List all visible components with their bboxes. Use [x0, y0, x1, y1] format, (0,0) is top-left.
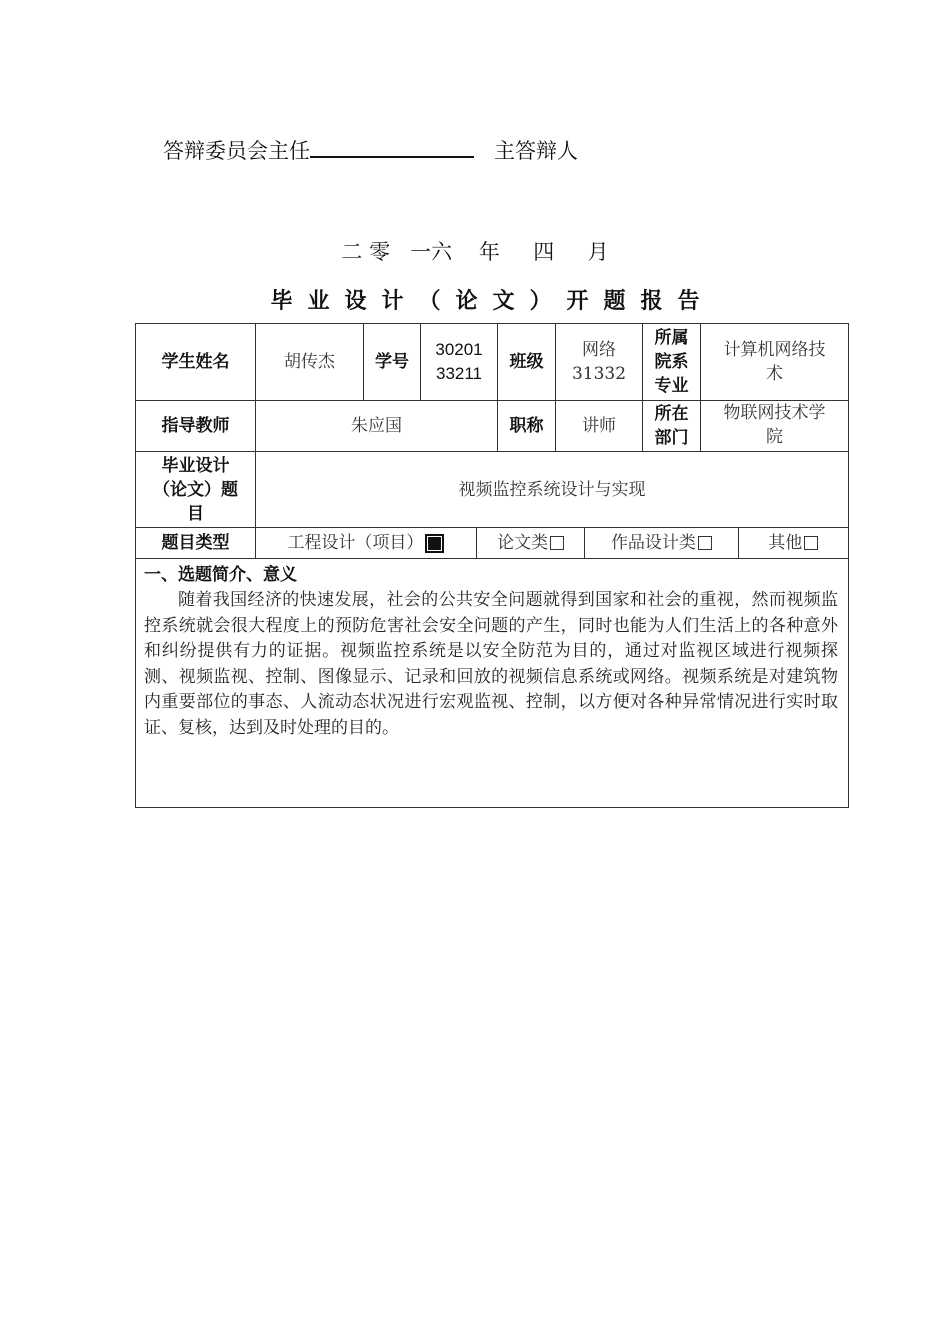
- checked-checkbox-icon[interactable]: [425, 534, 444, 553]
- advisor-label: 指导教师: [136, 401, 256, 452]
- advisor-dept-value: [701, 401, 849, 452]
- department-label-line3: 专业: [654, 376, 689, 396]
- report-title: 毕业设计（论文）开题报告: [270, 289, 715, 314]
- department-label: [643, 324, 701, 401]
- signature-line: [163, 136, 578, 166]
- type-option-engineering[interactable]: [256, 528, 476, 558]
- proposal-form-table: [135, 323, 849, 808]
- type-option-other[interactable]: [738, 528, 848, 558]
- advisor-dept-line1: 物联网技术学: [723, 403, 826, 423]
- topic-value: 视频监控系统设计与实现: [256, 452, 849, 528]
- department-value: [701, 324, 849, 401]
- advisor-dept-line2: 院: [766, 427, 783, 447]
- section1-cell: [136, 559, 849, 808]
- topic-label-line1: 毕业设计: [161, 455, 230, 476]
- type-option-works-label: 作品设计类: [610, 533, 696, 553]
- student-name-value: 胡传杰: [256, 324, 364, 401]
- advisor-value: 朱应国: [256, 401, 498, 452]
- student-id-value: [421, 324, 498, 401]
- class-value: [556, 324, 643, 401]
- student-id-line2: 33211: [435, 364, 482, 383]
- class-line2: 31332: [571, 364, 627, 384]
- topic-type-label: 题目类型: [136, 528, 256, 559]
- type-option-thesis-label: 论文类: [497, 533, 549, 553]
- advisor-dept-label: [643, 401, 701, 452]
- form-row-topic: [136, 452, 849, 528]
- form-row-section1: [136, 559, 849, 808]
- chief-defender-label: 主答辩人: [494, 139, 578, 163]
- topic-label-line2: （论文）题: [153, 479, 238, 500]
- type-option-other-label: 其他: [768, 533, 803, 553]
- topic-type-option-row: [256, 528, 848, 558]
- advisor-title-label: 职称: [498, 401, 556, 452]
- committee-chair-label: 答辩委员会主任: [163, 139, 310, 163]
- committee-chair-blank[interactable]: [310, 136, 474, 158]
- topic-label: [136, 452, 256, 528]
- checkbox-icon[interactable]: [804, 536, 818, 550]
- topic-type-options: [256, 528, 849, 559]
- form-row-type: [136, 528, 849, 559]
- department-label-line2: 院系: [654, 352, 689, 372]
- topic-label-line3: 目: [187, 503, 204, 524]
- department-line2: 术: [766, 364, 783, 384]
- student-id-line1: 30201: [435, 340, 483, 359]
- section1-body: 随着我国经济的快速发展，社会的公共安全问题就得到国家和社会的重视，然而视频监控系统就会很大程度上的预防危害社会安全问题的产生，同时也能为人们生活上的各种意外和纠纷提供有力的证据。视频监控系统是以安全防范为目的，通过对监视区域进行视频探测、视频监视、控制、图像显示、记录和回放的视频信息系统或网络。视频系统是对建筑物内重要部位的事态、人流动态状况进行宏观监视、控制，以方便对各种异常情况进行实时取证、复核，达到及时处理的目的。: [144, 590, 838, 738]
- student-id-label: 学号: [364, 324, 421, 401]
- department-label-line1: 所属: [654, 328, 689, 348]
- advisor-dept-label-line1: 所在: [654, 404, 689, 424]
- type-option-works[interactable]: [584, 528, 737, 558]
- class-label: 班级: [498, 324, 556, 401]
- form-row-student: [136, 324, 849, 401]
- type-option-thesis[interactable]: [476, 528, 584, 558]
- student-name-label: 学生姓名: [136, 324, 256, 401]
- checkbox-icon[interactable]: [550, 536, 564, 550]
- form-row-advisor: [136, 401, 849, 452]
- type-option-engineering-label: 工程设计（项目）: [287, 533, 424, 553]
- advisor-title-value: 讲师: [556, 401, 643, 452]
- class-line1: 网络: [582, 340, 616, 360]
- department-line1: 计算机网络技: [723, 340, 826, 360]
- advisor-dept-label-line2: 部门: [654, 428, 689, 448]
- checkbox-icon[interactable]: [698, 536, 712, 550]
- section1-heading: 一、选题简介、意义: [144, 565, 297, 585]
- date-line: 二 零 一六 年 四 月: [341, 240, 609, 264]
